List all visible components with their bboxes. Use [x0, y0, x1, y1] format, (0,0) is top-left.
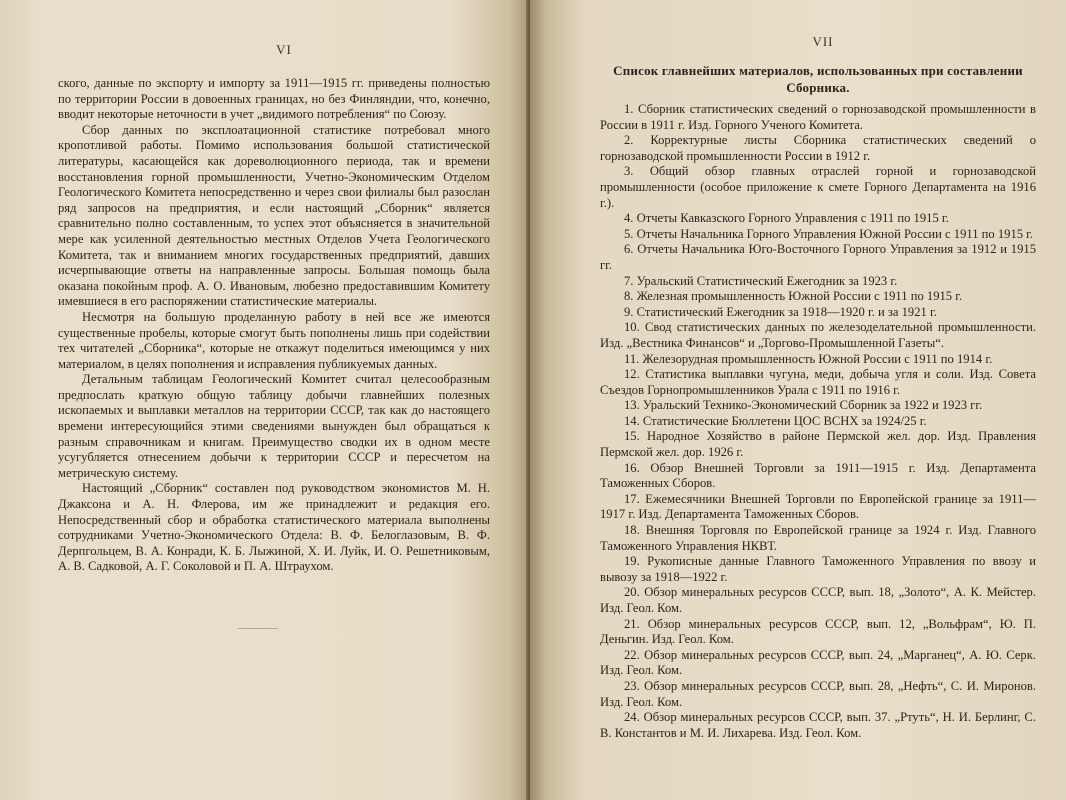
reference-item: 10. Свод статистических данных по железоделательной промышленности. Изд. „Вестника Финансов“ и „Торгово-Промышленной Газеты“. [600, 320, 1036, 350]
faded-rule [238, 628, 278, 629]
reference-item: 18. Внешняя Торговля по Европейской границе за 1924 г. Изд. Главного Таможенного Управления НКВТ. [600, 523, 1036, 553]
references-list [600, 102, 1036, 741]
right-page [530, 0, 1066, 800]
reference-item: 24. Обзор минеральных ресурсов СССР, вып. 37. „Ртуть“, Н. И. Берлинг, С. В. Константов и М. И. Лихарева. Изд. Геол. Ком. [600, 710, 1036, 740]
reference-item: 6. Отчеты Начальника Юго-Восточного Горного Управления за 1912 и 1915 гг. [600, 242, 1036, 272]
paragraph: Детальным таблицам Геологический Комитет считал целесообразным предпослать краткую общую таблицу добычи главнейших полезных ископаемых и выплавки металлов на территории СССР, так как до настоящего времени интересующийся этими сведениями вынужден был обращаться к разным справочникам и книгам. Преимущество сводки их в одном месте усугубляется отнесением добычи к территории СССР и пересчетом на метрическую систему. [58, 372, 490, 480]
paragraph: Сбор данных по эксплоатационной статистике потребовал много кропотливой работы. Помимо использования большой статистической литературы, касающейся как дореволюционного периода, так и времени восстановления горной промышленности, Учетно-Экономическим Отделом Геологического Комитета непосредственно и через свои филиалы был разослан ряд запросов на предприятия, и если настоящий „Сборник“ является сравнительно полно составленным, то успех этот объясняется в значительной мере как усиленной деятельностью местных Отделов Учета Геологического Комитета, так и вниманием многих государственных предприятий, давших исчерпывающие ответы на направленные запросы. Большая помощь была оказана покойным проф. А. О. Ивановым, любезно предоставившим Комитету имевшиеся в его распоряжении статистические материалы. [58, 122, 490, 309]
reference-item: 16. Обзор Внешней Торговли за 1911—1915 г. Изд. Департамента Таможенных Сборов. [600, 460, 1036, 491]
references-heading: Список главнейших материалов, использованных при составлении Сборника. [613, 63, 1023, 95]
paragraph: Настоящий „Сборник“ составлен под руководством экономистов М. Н. Джаксона и А. Н. Флерова, им же принадлежит и редакция его. Непосредственный сбор и обработка статистического материала выполнены сотрудниками Учетно-Экономического Отдела: В. Ф. Белоглазовым, В. Ф. Дерпгольцем, В. А. Конради, К. Б. Лыжиной, Х. И. Луйк, И. О. Решетниковым, А. В. Садковой, А. Г. Соколовой и П. А. Штраухом. [58, 481, 490, 574]
reference-item: 1. Сборник статистических сведений о горнозаводской промышленности в России в 1911 г. Изд. Горного Ученого Комитета. [600, 102, 1036, 132]
reference-item: 14. Статистические Бюллетени ЦОС ВСНХ за 1924/25 г. [624, 413, 927, 428]
reference-item: 22. Обзор минеральных ресурсов СССР, вып. 24, „Марганец“, А. Ю. Серк. Изд. Геол. Ком. [600, 647, 1036, 678]
reference-item: 9. Статистический Ежегодник за 1918—1920 г. и за 1921 г. [624, 304, 937, 319]
page-number-right: VII [812, 34, 834, 49]
reference-item: 3. Общий обзор главных отраслей горной и горнозаводской промышленности (особое приложение к смете Горного Департамента на 1916 г.). [600, 164, 1036, 210]
reference-item: 11. Железорудная промышленность Южной России с 1911 по 1914 г. [624, 351, 993, 366]
reference-item: 17. Ежемесячники Внешней Торговли по Европейской границе за 1911—1917 г. Изд. Департамента Таможенных Сборов. [600, 491, 1036, 522]
reference-item: 19. Рукописные данные Главного Таможенного Управления по ввозу и вывозу за 1918—1922 г. [600, 554, 1036, 584]
reference-item: 13. Уральский Технико-Экономический Сборник за 1922 и 1923 гг. [624, 398, 983, 413]
reference-item: 12. Статистика выплавки чугуна, меди, добыча угля и соли. Изд. Совета Съездов Горнопромышленников Урала с 1911 по 1916 г. [600, 367, 1036, 397]
reference-item: 5. Отчеты Начальника Горного Управления Южной России с 1911 по 1915 г. [624, 226, 1034, 241]
reference-item: 7. Уральский Статистический Ежегодник за 1923 г. [624, 273, 898, 288]
reference-item: 15. Народное Хозяйство в районе Пермской жел. дор. Изд. Правления Пермской жел. дор. 1926 г. [600, 429, 1036, 460]
reference-item: 20. Обзор минеральных ресурсов СССР, вып. 18, „Золото“, А. К. Мейстер. Изд. Геол. Ком. [600, 585, 1036, 615]
reference-item: 8. Железная промышленность Южной России с 1911 по 1915 г. [624, 289, 963, 304]
paragraph: Несмотря на большую проделанную работу в ней все же имеются существенные пробелы, которые смогут быть пополнены лишь при содействии тех читателей „Сборника“, которые не откажут поделиться имеющимся у них материалом, в целях пополнения и исправления публикуемых данных. [58, 309, 490, 371]
reference-item: 23. Обзор минеральных ресурсов СССР, вып. 28, „Нефть“, С. И. Миронов. Изд. Геол. Ком. [600, 678, 1036, 709]
reference-item: 4. Отчеты Кавказского Горного Управления с 1911 по 1915 г. [624, 211, 949, 226]
reference-item: 2. Корректурные листы Сборника статистических сведений о горнозаводской промышленности России в 1912 г. [600, 133, 1036, 163]
paragraph: ского, данные по экспорту и импорту за 1911—1915 гг. приведены полностью по территории России в довоенных границах, но без Финляндии, что, конечно, вводит некоторые неточности в учет „видимого потребления“ по Союзу. [58, 76, 490, 122]
left-page [0, 0, 530, 800]
reference-item: 21. Обзор минеральных ресурсов СССР, вып. 12, „Вольфрам“, Ю. П. Деньгин. Изд. Геол. Ком. [600, 616, 1036, 647]
page-number-left: VI [276, 42, 292, 57]
